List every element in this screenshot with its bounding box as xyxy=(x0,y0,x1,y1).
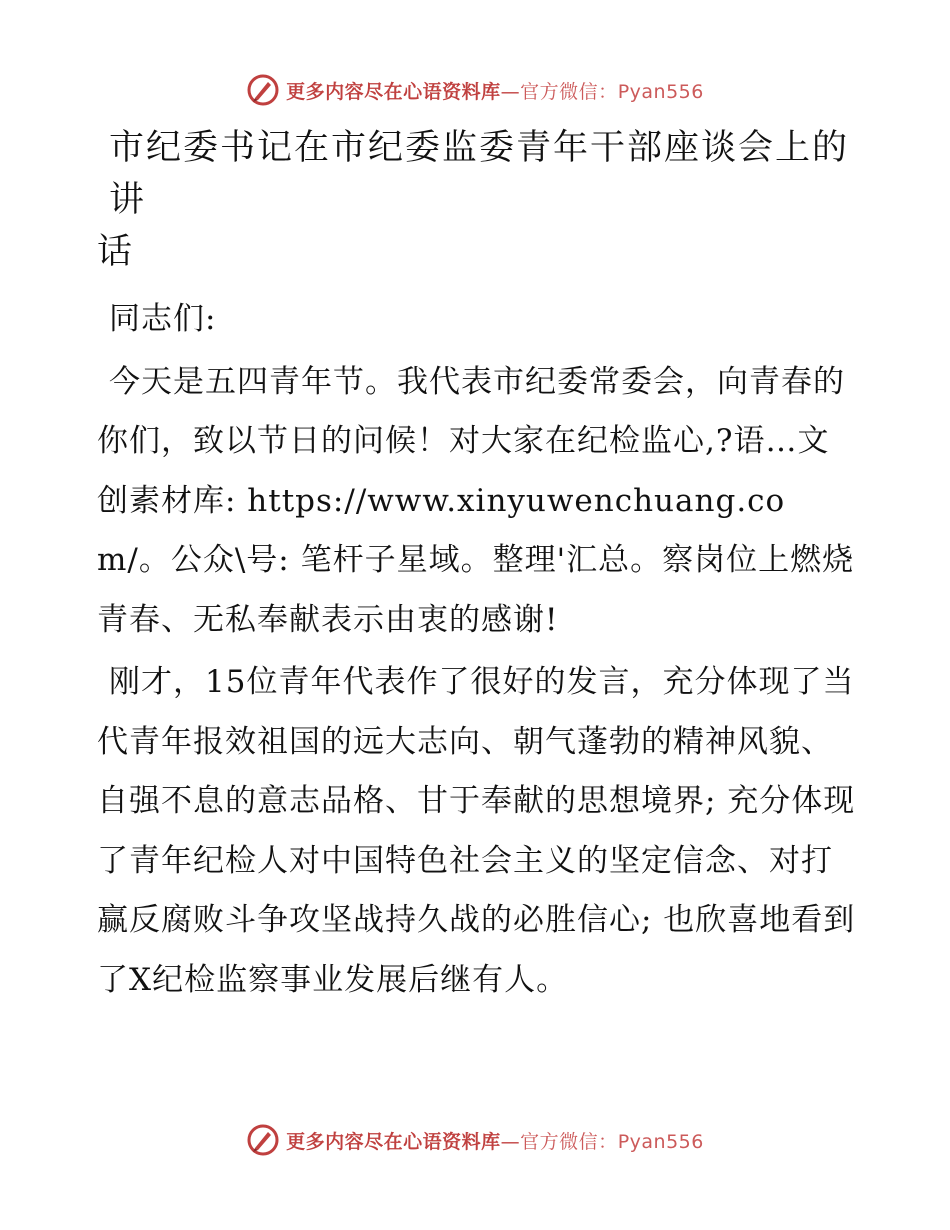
paragraph-1 xyxy=(97,353,857,651)
quill-logo-icon xyxy=(246,1123,280,1157)
watermark-banner-top xyxy=(0,70,950,110)
paragraph-1-text: 今天是五四青年节。我代表市纪委常委会，向青春的你们，致以节日的问候！对大家在纪检监心,?语…文创素材库: https://www.xinyuwenchuang.com/。公众\号: 笔杆子星域。整理'汇总。察岗位上燃烧青春、无私奉献表示由衷的感谢! xyxy=(97,363,855,638)
quill-logo-icon xyxy=(246,73,280,107)
greeting xyxy=(97,290,857,350)
document-title-line1: 市纪委书记在市纪委监委青年干部座谈会上的讲 xyxy=(109,128,850,220)
watermark-wechat-id: Pyan556 xyxy=(617,1130,704,1153)
watermark-site: 更多内容尽在心语资料库 xyxy=(286,80,501,103)
document-title-line2: 话 xyxy=(97,232,135,272)
document-body xyxy=(97,122,857,1013)
paragraph-2 xyxy=(97,653,857,1010)
watermark-site: 更多内容尽在心语资料库 xyxy=(286,1130,501,1153)
watermark-wechat-label: 官方微信： xyxy=(520,1130,618,1153)
watermark-separator: — xyxy=(500,80,521,103)
watermark-text xyxy=(286,77,704,104)
paragraph-2-text: 刚才，15位青年代表作了很好的发言，充分体现了当代青年报效祖国的远大志向、朝气蓬勃的精神风貌、自强不息的意志品格、甘于奉献的思想境界; 充分体现了青年纪检人对中国特色社会主义的坚定信念、对打赢反腐败斗争攻坚战持久战的必胜信心; 也欣喜地看到了X纪检监察事业发展后继有人。 xyxy=(97,664,856,998)
watermark-text xyxy=(286,1127,704,1154)
document-title xyxy=(97,122,857,278)
watermark-wechat-label: 官方微信： xyxy=(520,80,618,103)
greeting-text: 同志们: xyxy=(109,301,217,337)
watermark-separator: — xyxy=(500,1130,521,1153)
watermark-banner-bottom xyxy=(0,1120,950,1160)
watermark-wechat-id: Pyan556 xyxy=(617,80,704,103)
